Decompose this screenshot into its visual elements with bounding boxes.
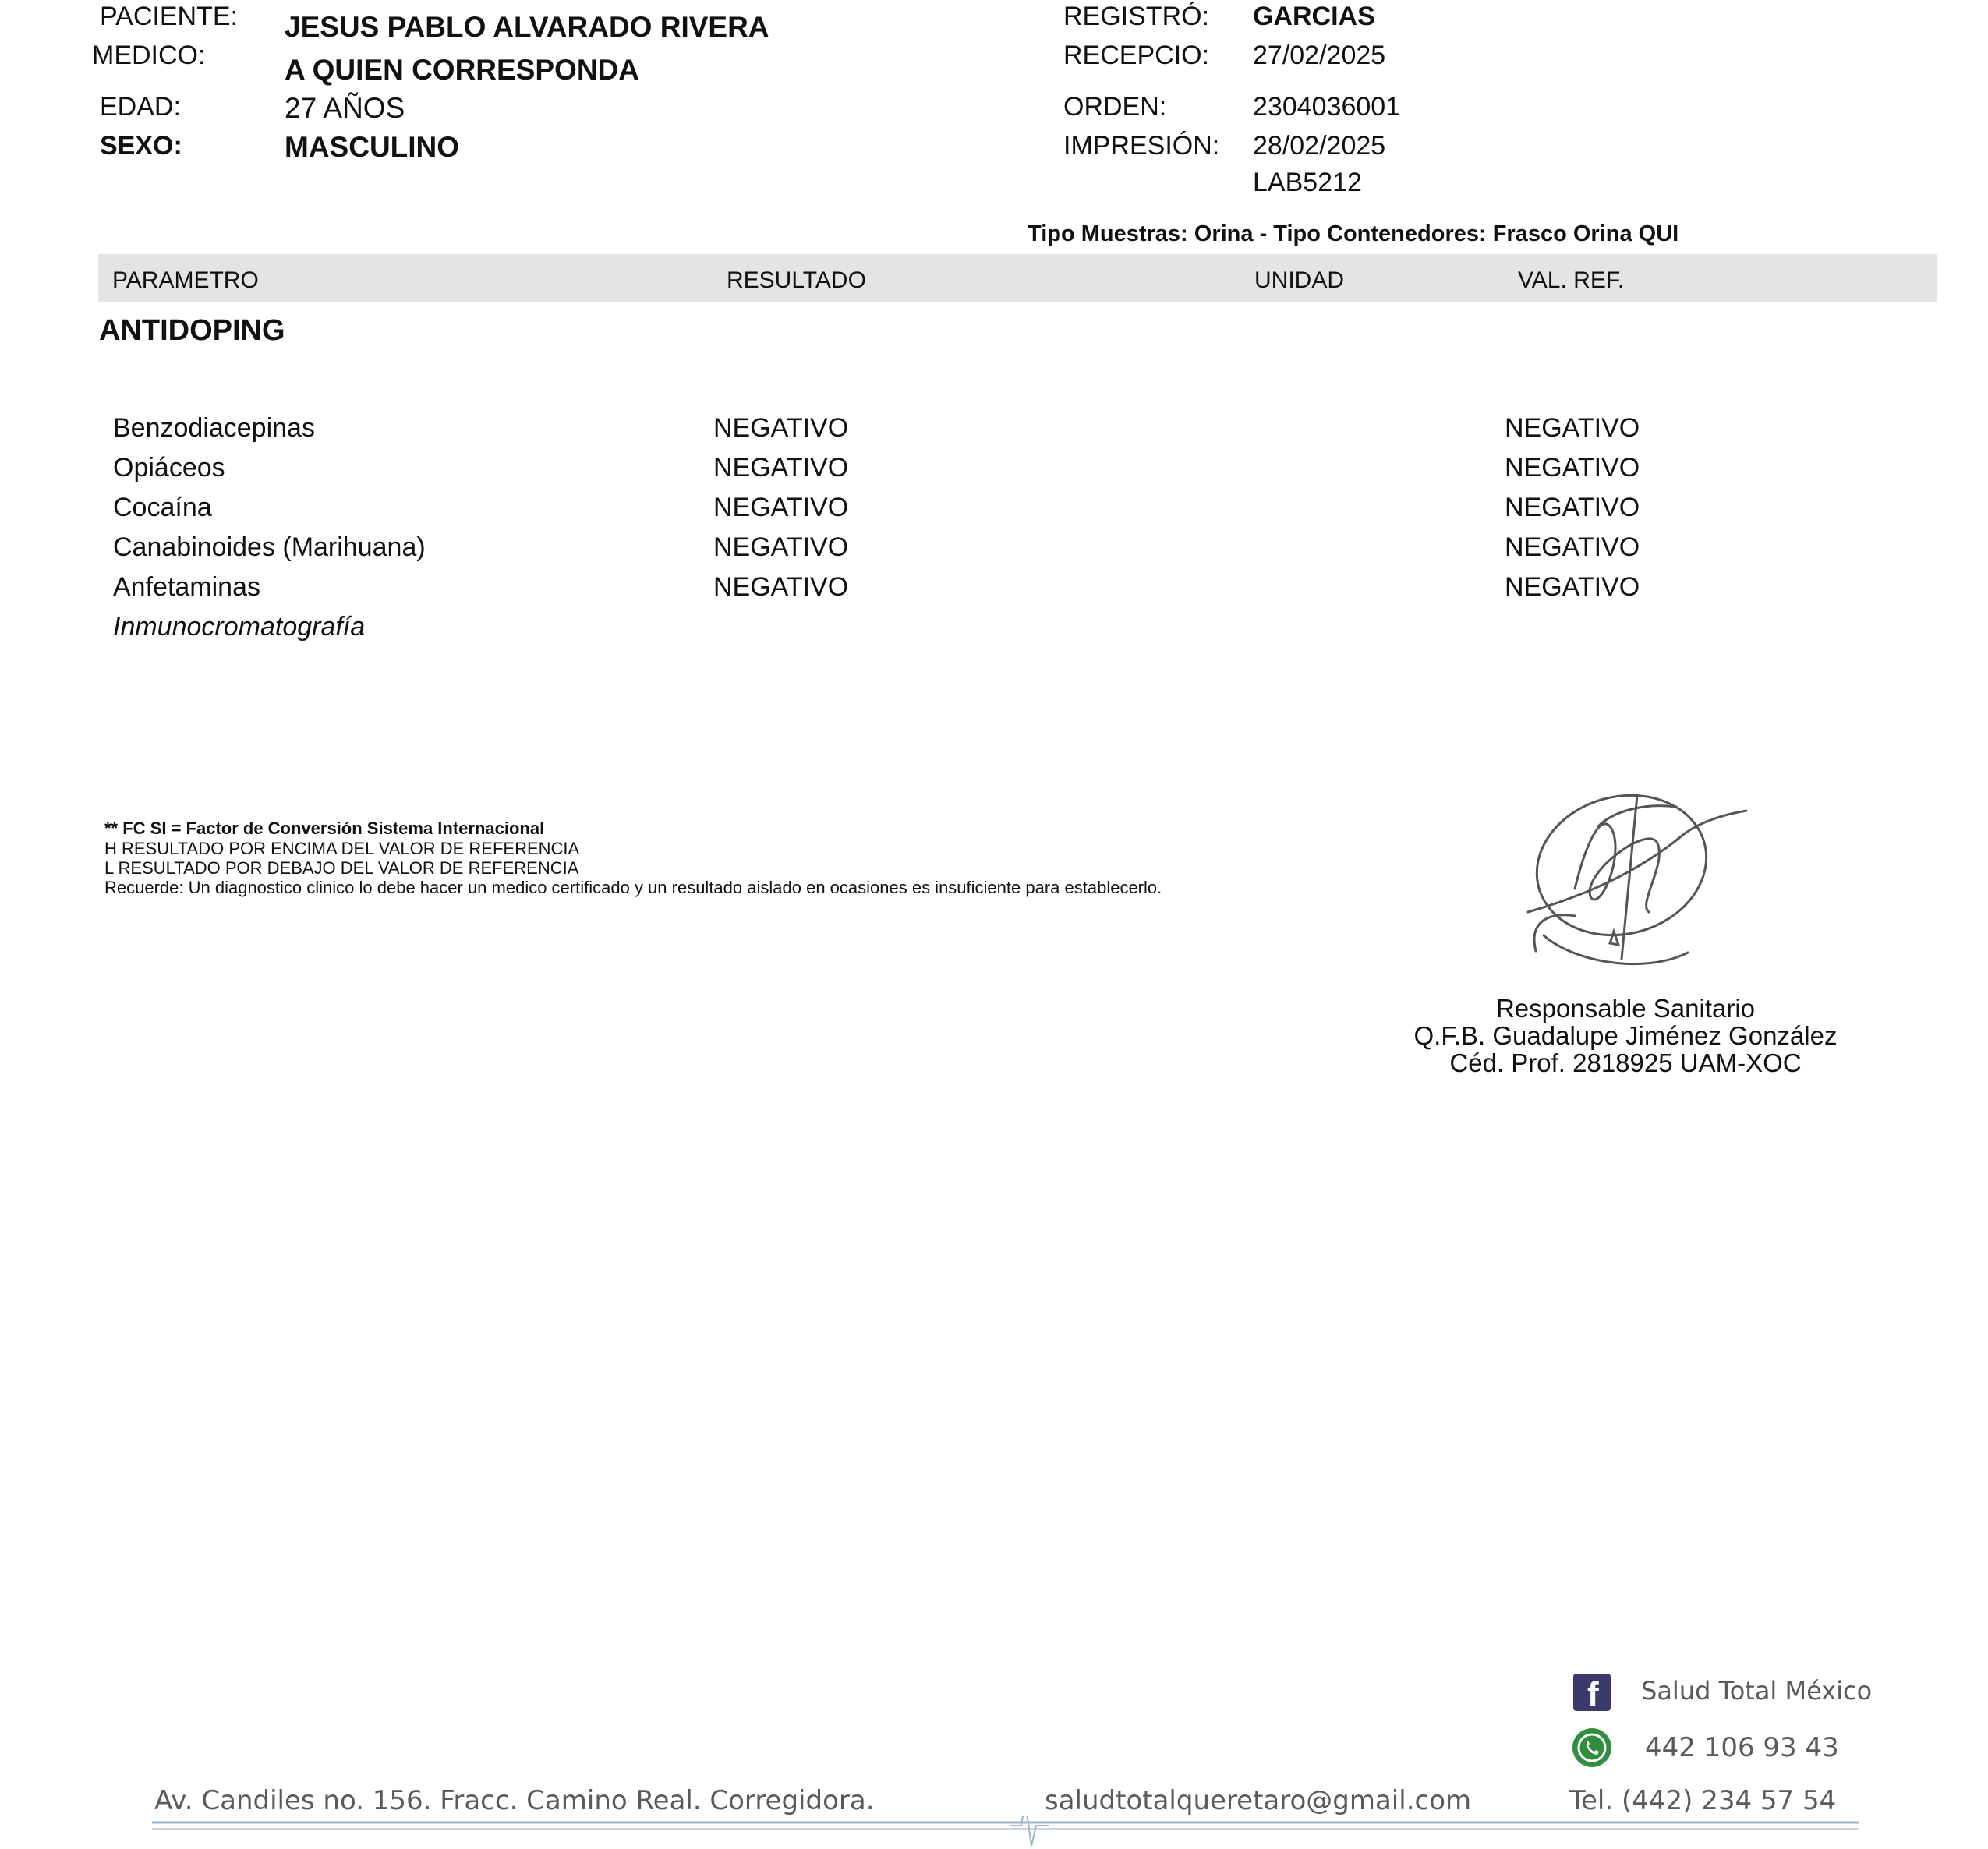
table-row-ref: NEGATIVO (1505, 572, 1640, 602)
col-header-param: PARAMETRO (112, 267, 259, 293)
col-header-unit: UNIDAD (1254, 267, 1345, 293)
note-low: L RESULTADO POR DEBAJO DEL VALOR DE REFERENCIA (104, 858, 579, 878)
col-header-ref: VAL. REF. (1518, 267, 1625, 293)
note-disclaimer: Recuerde: Un diagnostico clinico lo debe hacer un medico certificado y un resultado aislado en ocasiones es insuficiente para establecerlo. (104, 878, 1162, 897)
col-header-result: RESULTADO (727, 267, 866, 293)
responsible-title: Responsable Sanitario (1495, 994, 1756, 1023)
table-row-ref: NEGATIVO (1505, 413, 1640, 443)
note-conversion-factor: ** FC SI = Factor de Conversión Sistema Internacional (104, 818, 545, 838)
address: Av. Candiles no. 156. Fracc. Camino Real. Corregidora. (154, 1785, 875, 1816)
table-row-param: Canabinoides (Marihuana) (113, 532, 426, 562)
sample-info: Tipo Muestras: Orina - Tipo Contenedores: Frasco Orina QUI (1028, 221, 1679, 246)
whatsapp-icon (1571, 1727, 1613, 1769)
age-value: 27 AÑOS (285, 92, 405, 124)
sex-value: MASCULINO (285, 131, 460, 163)
order-label: ORDEN: (1063, 92, 1167, 122)
lab-code: LAB5212 (1253, 168, 1362, 197)
table-row-result: NEGATIVO (713, 493, 849, 522)
facebook-page: Salud Total México (1641, 1676, 1873, 1706)
patient-name: JESUS PABLO ALVARADO RIVERA (285, 11, 769, 43)
received-label: RECEPCIO: (1063, 41, 1210, 70)
phone: Tel. (442) 234 57 54 (1569, 1785, 1837, 1816)
table-row-result: NEGATIVO (713, 532, 849, 562)
table-row-ref: NEGATIVO (1505, 453, 1640, 483)
table-row-ref: NEGATIVO (1505, 493, 1640, 522)
registered-label: REGISTRÓ: (1063, 2, 1210, 31)
table-row-param: Benzodiacepinas (113, 413, 315, 443)
table-row-result: NEGATIVO (713, 453, 849, 483)
doctor-name: A QUIEN CORRESPONDA (285, 54, 640, 86)
table-row-param: Cocaína (113, 493, 212, 522)
received-date: 27/02/2025 (1253, 41, 1386, 70)
responsible-name: Q.F.B. Guadalupe Jiménez González (1413, 1021, 1838, 1050)
responsible-license: Céd. Prof. 2818925 UAM-XOC (1449, 1048, 1802, 1077)
age-label: EDAD: (100, 92, 181, 122)
whatsapp-number: 442 106 93 43 (1645, 1732, 1839, 1763)
section-title: ANTIDOPING (99, 314, 285, 347)
table-header-bar (98, 254, 1937, 302)
table-row-param: Anfetaminas (113, 572, 260, 602)
doctor-label: MEDICO: (92, 41, 206, 70)
sex-label: SEXO: (100, 131, 182, 161)
note-high: H RESULTADO POR ENCIMA DEL VALOR DE REFERENCIA (104, 839, 580, 858)
registered-value: GARCIAS (1253, 2, 1375, 31)
print-date: 28/02/2025 (1253, 131, 1386, 161)
method-note: Inmunocromatografía (113, 612, 366, 642)
table-row-param: Opiáceos (113, 453, 225, 483)
footer-divider (152, 1816, 1867, 1847)
table-row-ref: NEGATIVO (1505, 532, 1640, 562)
signature-image (1520, 780, 1754, 982)
order-number: 2304036001 (1253, 92, 1401, 122)
patient-label: PACIENTE: (100, 2, 238, 31)
print-label: IMPRESIÓN: (1063, 131, 1220, 161)
email: saludtotalqueretaro@gmail.com (1045, 1785, 1472, 1816)
table-row-result: NEGATIVO (713, 413, 849, 443)
table-row-result: NEGATIVO (713, 572, 849, 602)
facebook-icon: f (1573, 1674, 1611, 1711)
